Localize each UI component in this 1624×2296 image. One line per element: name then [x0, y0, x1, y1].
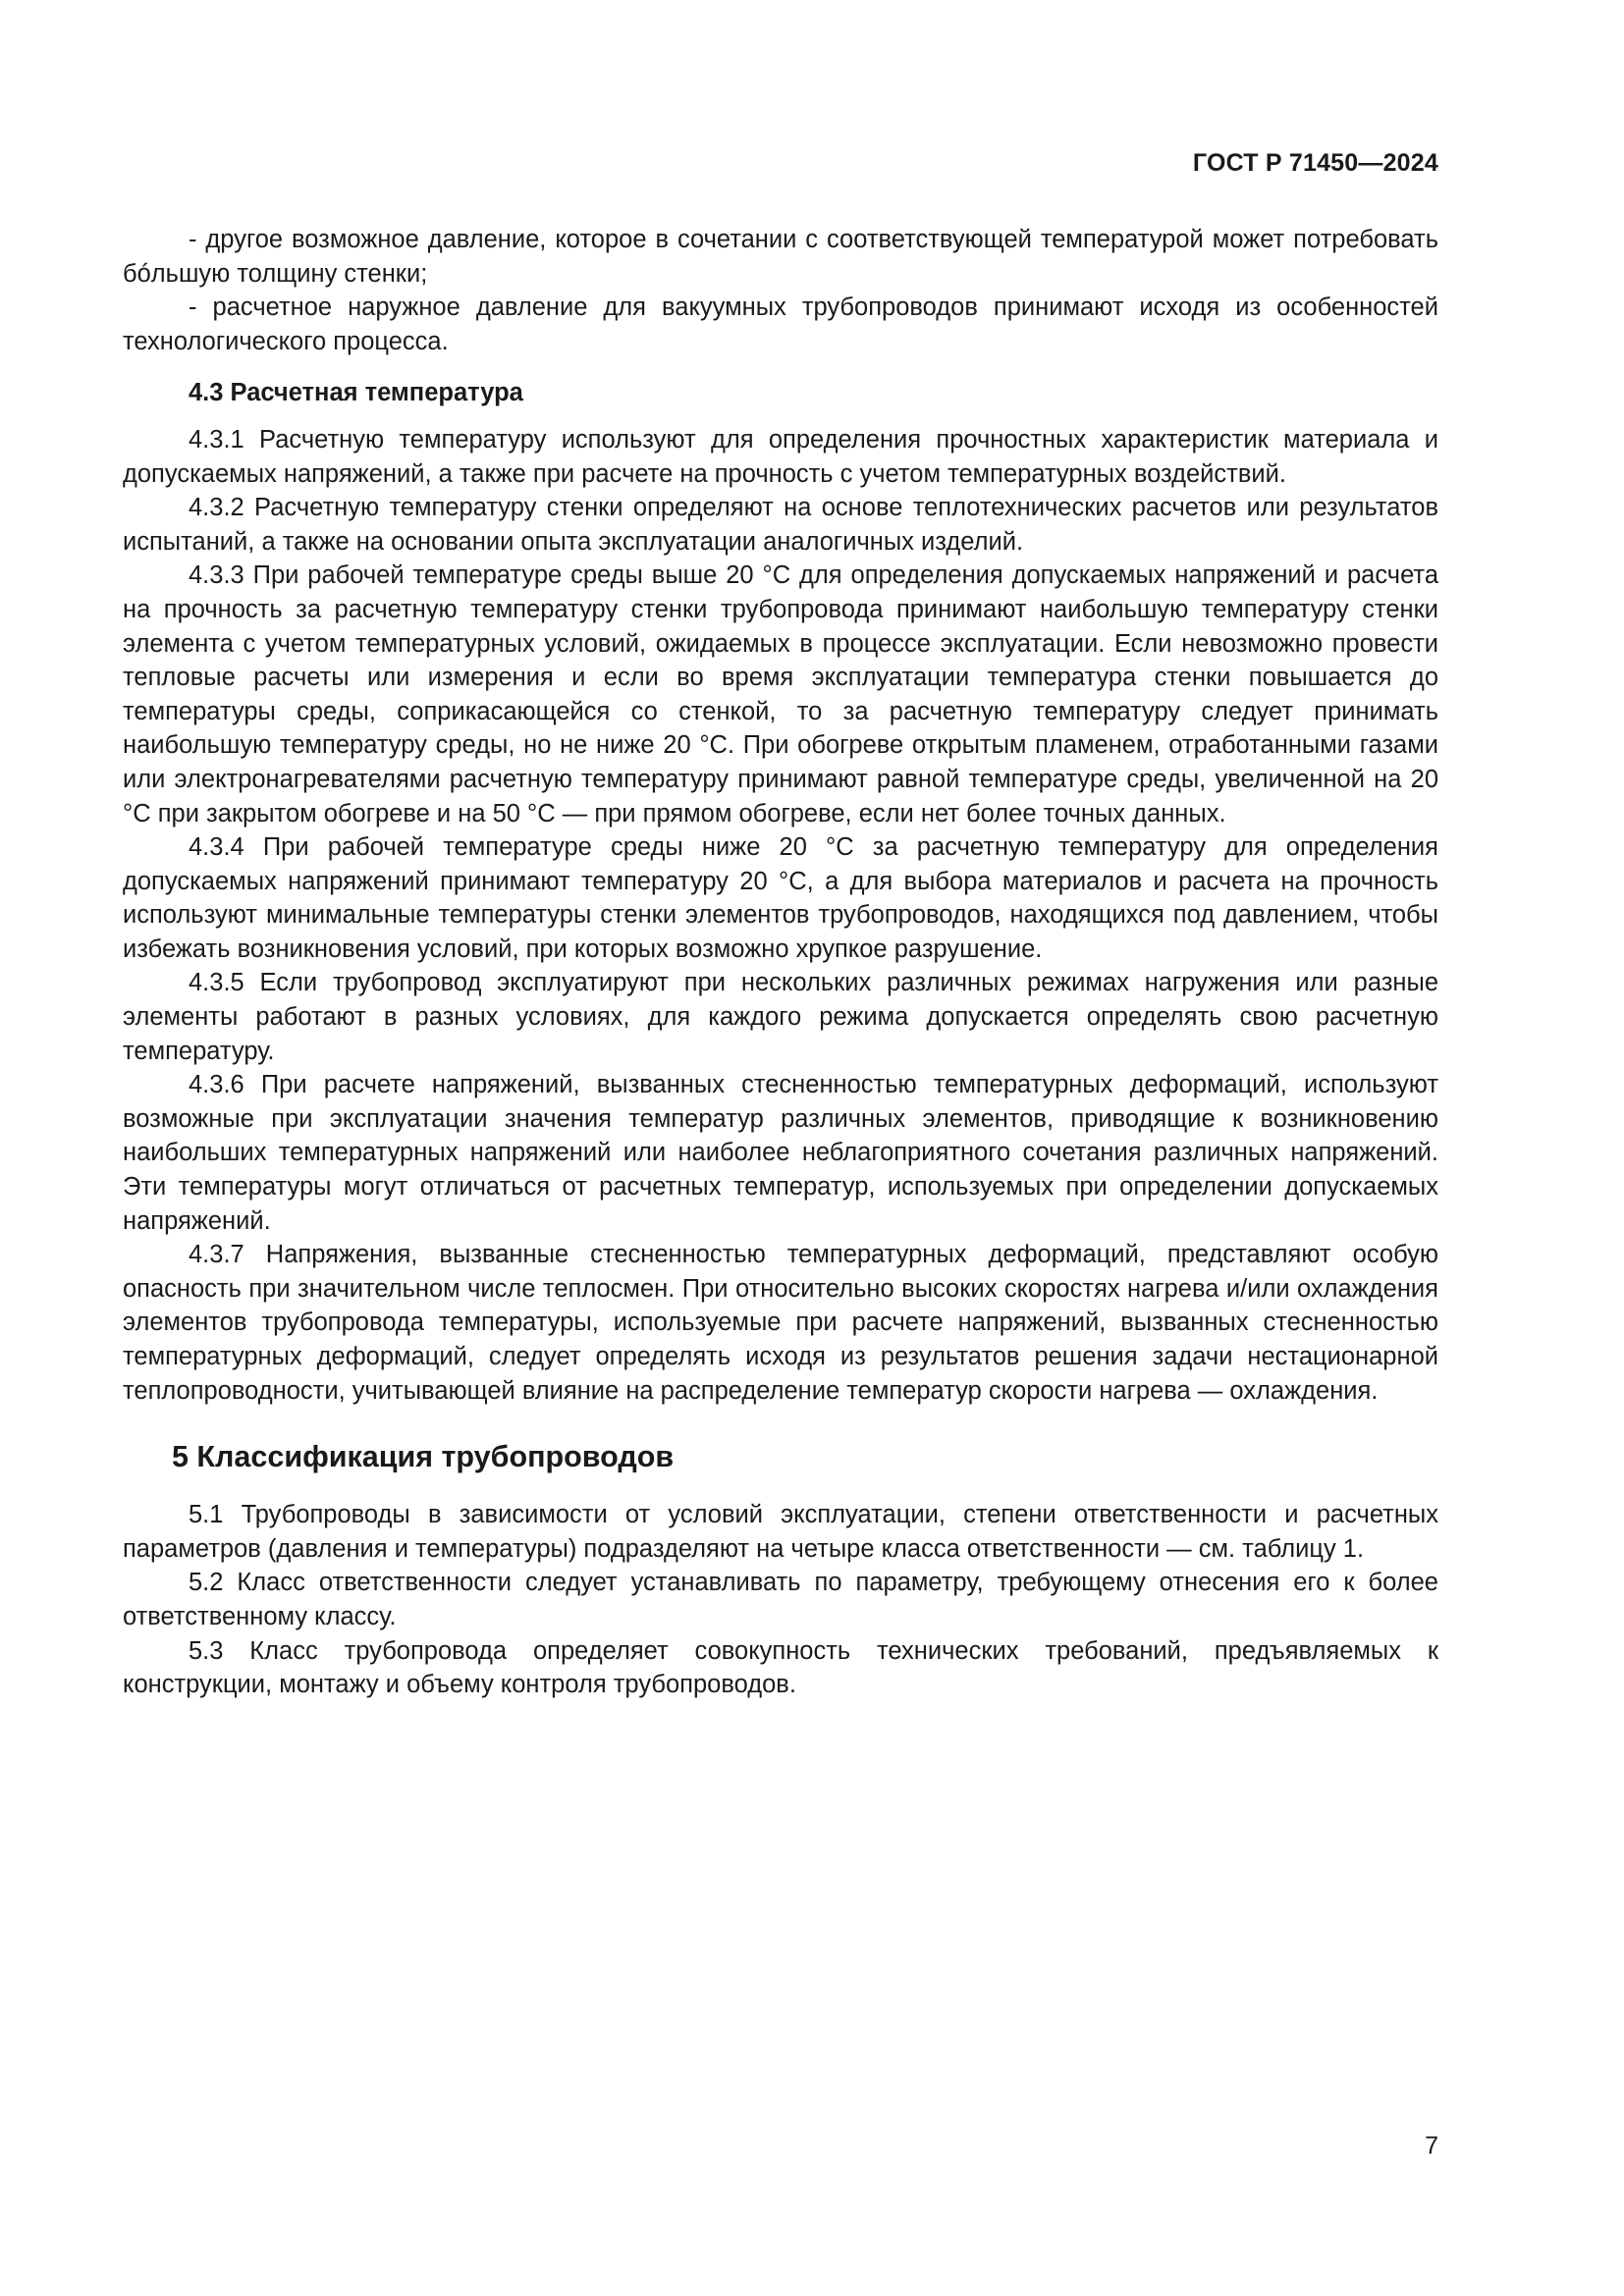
paragraph-5-3: 5.3 Класс трубопровода определяет совокупность технических требований, предъявляемых к конструкции, монтажу и объему контроля трубопроводов. — [123, 1636, 1438, 1699]
intro-list-item: - другое возможное давление, которое в сочетании с соответствующей температурой может потребовать бóльшую толщину стенки; — [123, 226, 1438, 288]
page-number: 7 — [1425, 2132, 1438, 2160]
paragraph-4-3-2: 4.3.2 Расчетную температуру стенки определяют на основе теплотехнических расчетов или результатов испытаний, а также на основании опыта эксплуатации аналогичных изделий. — [123, 494, 1438, 556]
paragraph-5-2: 5.2 Класс ответственности следует устанавливать по параметру, требующему отнесения его к более ответственному классу. — [123, 1569, 1438, 1630]
paragraph-4-3-6: 4.3.6 При расчете напряжений, вызванных стесненностью температурных деформаций, используют возможные при эксплуатации значения температур различных элементов, приводящие к возникновению наибольших температурных напряжений или наиболее неблагоприятного сочетания различных напряжений. Эти температуры могут отличаться от расчетных температур, используемых при определении допускаемых напряжений. — [123, 1071, 1438, 1235]
paragraph-4-3-5: 4.3.5 Если трубопровод эксплуатируют при нескольких различных режимах нагружения или разные элементы работают в разных условиях, для каждого режима допускается определять свою расчетную температуру. — [123, 969, 1438, 1065]
paragraph-5-1: 5.1 Трубопроводы в зависимости от условий эксплуатации, степени ответственности и расчетных параметров (давления и температуры) подразделяют на четыре класса ответственности — см. таблицу 1. — [123, 1501, 1438, 1563]
paragraph-4-3-1: 4.3.1 Расчетную температуру используют для определения прочностных характеристик материала и допускаемых напряжений, а также при расчете на прочность с учетом температурных воздействий. — [123, 425, 1438, 488]
document-body — [123, 223, 1438, 1702]
intro-list-item: - расчетное наружное давление для вакуумных трубопроводов принимают исходя из особенностей технологического процесса. — [123, 294, 1438, 355]
document-header-id: ГОСТ Р 71450—2024 — [1192, 149, 1438, 177]
paragraph-4-3-4: 4.3.4 При рабочей температуре среды ниже 20 °С за расчетную температуру для определения допускаемых напряжений принимают температуру 20 °С, а для выбора материалов и расчета на прочность используют минимальные температуры стенки элементов трубопроводов, находящихся под давлением, чтобы избежать возникновения условий, при которых возможно хрупкое разрушение. — [123, 833, 1438, 963]
chapter-heading-5: 5 Классификация трубопроводов — [172, 1440, 675, 1474]
paragraph-4-3-7: 4.3.7 Напряжения, вызванные стесненностью температурных деформаций, представляют особую опасность при значительном числе теплосмен. При относительно высоких скоростях нагрева и/или охлаждения элементов трубопровода температуры, используемые при расчете напряжений, вызванных стесненностью температурных деформаций, следует определять исходя из результатов решения задачи нестационарной теплопроводности, учитывающей влияние на распределение температур скорости нагрева — охлаждения. — [123, 1241, 1438, 1405]
section-heading-4-3: 4.3 Расчетная температура — [189, 379, 523, 407]
paragraph-4-3-3: 4.3.3 При рабочей температуре среды выше 20 °С для определения допускаемых напряжений и расчета на прочность за расчетную температуру стенки трубопровода принимают наибольшую температуру стенки элемента с учетом температурных условий, ожидаемых в процессе эксплуатации. Если невозможно провести тепловые расчеты или измерения и если во время эксплуатации температура стенки повышается до температуры среды, соприкасающейся со стенкой, то за расчетную температуру следует принимать наибольшую температуру среды, но не ниже 20 °С. При обогреве открытым пламенем, отработанными газами или электронагревателями расчетную температуру принимают равной температуре среды, увеличенной на 20 °С при закрытом обогреве и на 50 °С — при прямом обогреве, если нет более точных данных. — [123, 561, 1438, 828]
